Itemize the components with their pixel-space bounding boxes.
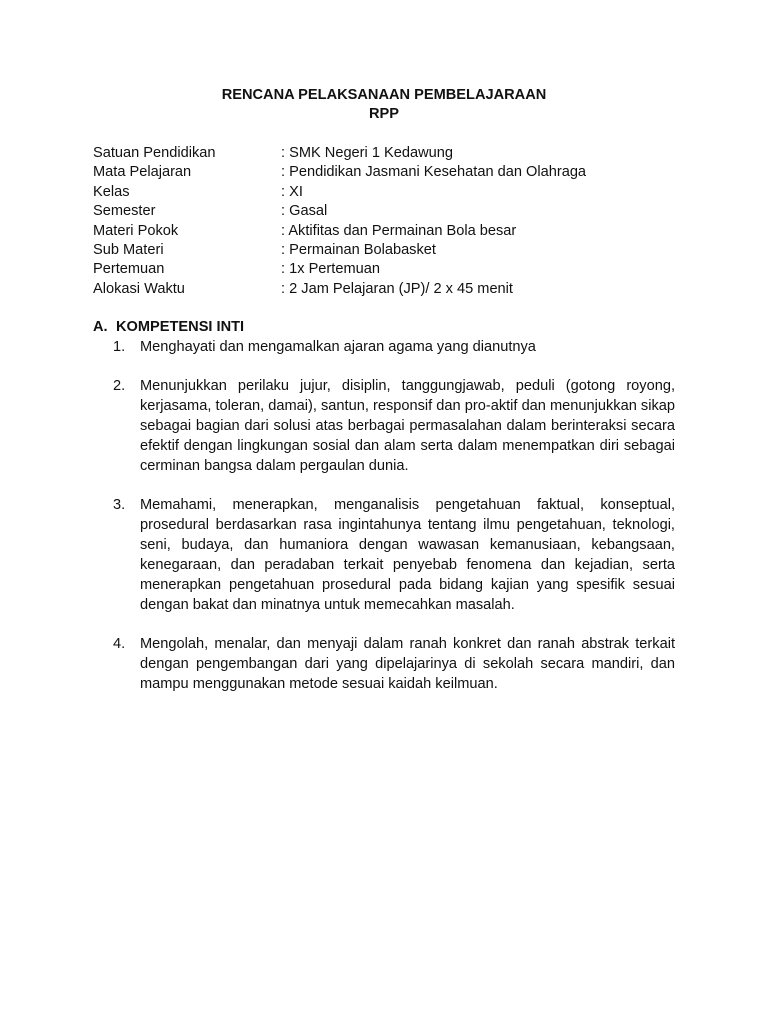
- section-title: KOMPETENSI INTI: [116, 319, 245, 335]
- item-text: Mengolah, menalar, dan menyaji dalam ranah konkret dan ranah abstrak terkait dengan pengembangan dari yang dipelajarinya di sekolah secara mandiri, dan mampu menggunakan metode sesuai kaidah keilmuan.: [140, 636, 675, 692]
- info-row-satuan-pendidikan: [93, 144, 693, 163]
- list-item: [93, 337, 675, 357]
- info-value: : Aktifitas dan Permainan Bola besar: [281, 222, 516, 241]
- info-value: : Permainan Bolabasket: [281, 241, 436, 260]
- info-row-mata-pelajaran: [93, 163, 693, 182]
- info-row-semester: [93, 202, 693, 221]
- list-item: [93, 376, 675, 476]
- list-item: [93, 634, 675, 694]
- section-letter: A.: [93, 319, 108, 335]
- info-value: : XI: [281, 183, 303, 202]
- info-value: : Gasal: [281, 202, 327, 221]
- info-label: Materi Pokok: [93, 222, 179, 239]
- info-label: Sub Materi: [93, 241, 164, 258]
- info-row-kelas: [93, 183, 693, 202]
- document-subtitle: RPP: [368, 106, 399, 122]
- info-row-sub-materi: [93, 241, 693, 260]
- item-number: 4.: [113, 636, 126, 652]
- identity-table: [93, 144, 693, 299]
- item-number: 1.: [113, 339, 126, 355]
- info-row-alokasi-waktu: [93, 280, 693, 299]
- item-number: 3.: [113, 497, 126, 513]
- info-value: : 2 Jam Pelajaran (JP)/ 2 x 45 menit: [281, 280, 513, 299]
- info-row-pertemuan: [93, 260, 693, 279]
- item-text: Menunjukkan perilaku jujur, disiplin, tanggungjawab, peduli (gotong royong, kerjasama, toleran, damai), santun, responsif dan pro-aktif dan menunjukkan sikap sebagai bagian dari solusi atas berbagai permasalahan dalam berinteraksi secara efektif dengan lingkungan sosial dan alam serta dalam menempatkan diri sebagai cerminan bangsa dalam pergaulan dunia.: [140, 378, 675, 474]
- list-item: [93, 495, 675, 615]
- info-label: Satuan Pendidikan: [93, 145, 216, 161]
- section-kompetensi-inti: [93, 317, 675, 694]
- section-heading: [93, 317, 675, 337]
- info-value: : 1x Pertemuan: [281, 260, 380, 279]
- document-title: RENCANA PELAKSANAAN PEMBELAJARAAN: [221, 87, 547, 103]
- item-text: Menghayati dan mengamalkan ajaran agama yang dianutnya: [140, 339, 536, 355]
- info-label: Mata Pelajaran: [93, 164, 192, 181]
- info-value: : Pendidikan Jasmani Kesehatan dan Olahraga: [281, 163, 586, 182]
- info-row-materi-pokok: [93, 222, 693, 241]
- info-label: Pertemuan: [93, 261, 165, 278]
- info-label: Kelas: [93, 183, 130, 200]
- item-text: Memahami, menerapkan, menganalisis pengetahuan faktual, konseptual, prosedural berdasarkan rasa ingintahunya tentang ilmu pengetahuan, teknologi, seni, budaya, dan humaniora dengan wawasan kemanusiaan, kebangsaan, kenegaraan, dan peradaban terkait penyebab fenomena dan kejadian, serta menerapkan pengetahuan prosedural pada bidang kajian yang spesifik sesuai dengan bakat dan minatnya untuk memecahkan masalah.: [140, 497, 675, 613]
- info-label: Alokasi Waktu: [93, 280, 185, 297]
- item-number: 2.: [113, 378, 126, 394]
- info-value: : SMK Negeri 1 Kedawung: [281, 144, 453, 163]
- kompetensi-list: [93, 337, 675, 694]
- info-label: Semester: [93, 203, 156, 220]
